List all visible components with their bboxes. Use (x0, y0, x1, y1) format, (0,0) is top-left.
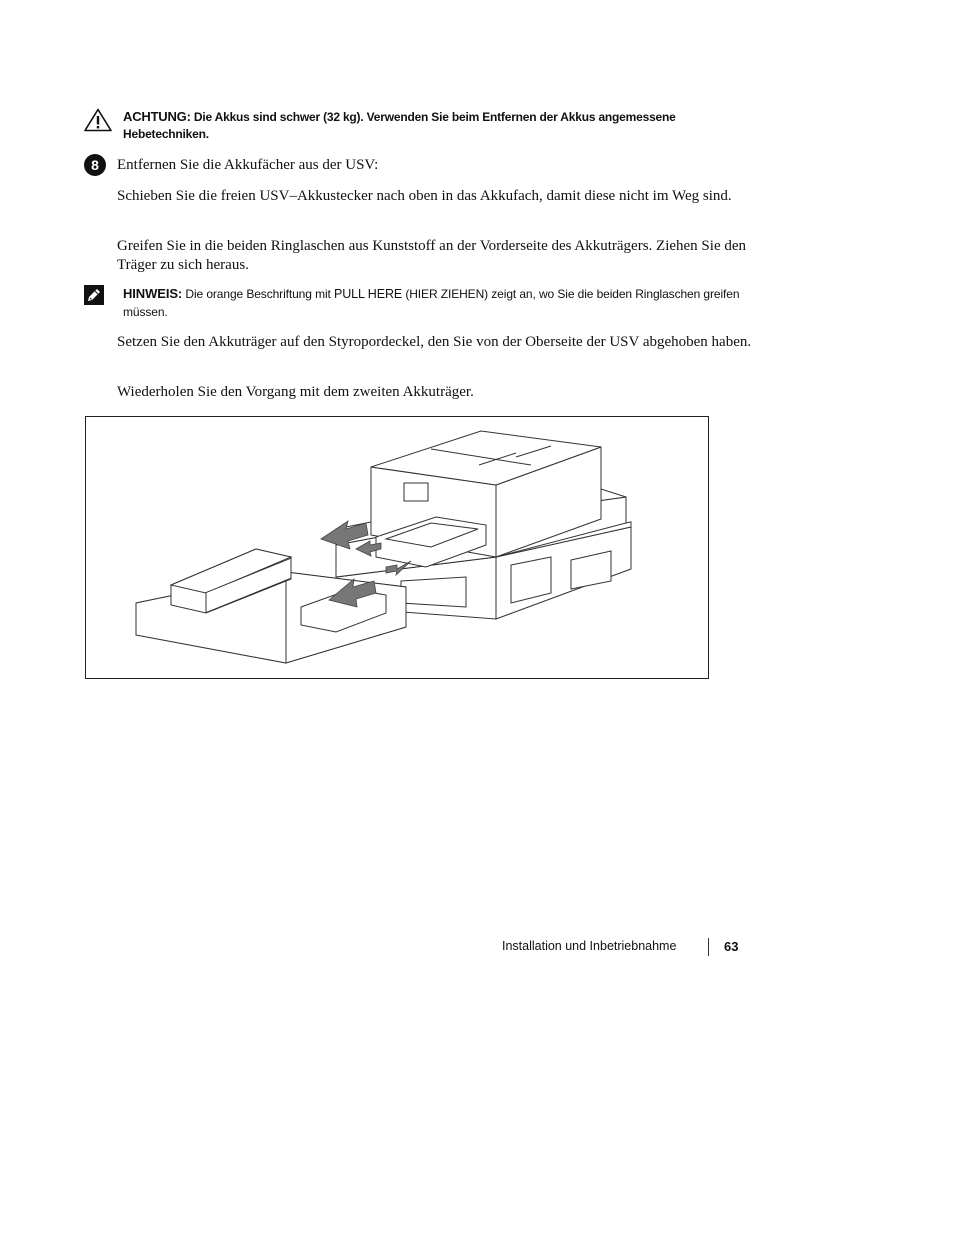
note-label: HINWEIS: (123, 286, 183, 301)
battery-removal-illustration (86, 417, 708, 678)
caution-body: Die Akkus sind schwer (32 kg). Verwenden Sie beim Entfernen der Akkus angemessene Hebetechniken. (123, 110, 676, 141)
footer-section-title: Installation und Inbetriebnahme (502, 939, 677, 953)
caution-label: ACHTUNG: (123, 109, 191, 124)
note-text-before: Die orange Beschriftung mit (182, 287, 334, 301)
caution-text (123, 108, 723, 143)
note-text (123, 285, 743, 321)
note-code: PULL HERE (334, 287, 403, 301)
paragraph-1: Schieben Sie die freien USV–Akkustecker nach oben in das Akkufach, damit diese nicht im Weg sind. (117, 188, 732, 204)
step-intro: Entfernen Sie die Akkufächer aus der USV: (117, 157, 379, 173)
paragraph-3: Setzen Sie den Akkuträger auf den Styropordeckel, den Sie von der Oberseite der USV abgehoben haben. (117, 334, 752, 350)
note-pencil-icon (84, 285, 104, 305)
note-text-after: (HIER ZIEHEN) zeigt an, wo Sie die beiden Ringlaschen greifen müssen. (123, 287, 740, 319)
warning-triangle-icon (84, 108, 112, 132)
footer-page-number: 63 (724, 939, 739, 954)
battery-removal-figure (85, 416, 709, 679)
paragraph-4: Wiederholen Sie den Vorgang mit dem zweiten Akkuträger. (117, 384, 474, 400)
paragraph-2: Greifen Sie in die beiden Ringlaschen aus Kunststoff an der Vorderseite des Akkuträgers. Ziehen Sie den Träger zu sich heraus. (117, 238, 747, 273)
footer-separator (708, 938, 709, 956)
step-number-badge: 8 (84, 154, 106, 176)
